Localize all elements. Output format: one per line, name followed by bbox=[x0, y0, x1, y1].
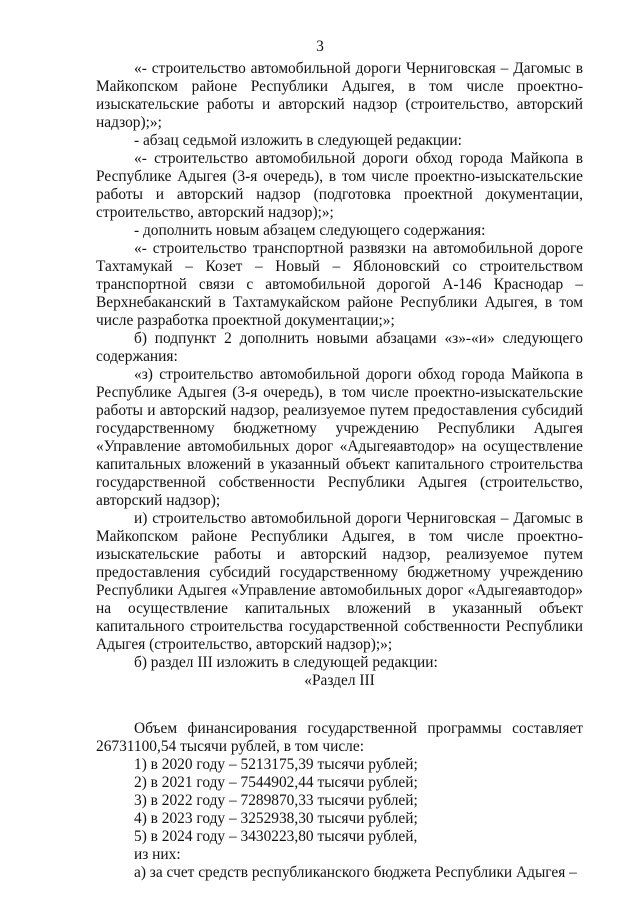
paragraph: «з) строительство автомобильной дороги обход города Майкопа в Республике Адыгея (3-я очередь), в том числе проектно-изыскательские работы и авторский надзор, реализуемое путем предоставления субсидий государственному бюджетному учреждению Республики Адыгея «Управление автомобильных дорог «Адыгеяавтодор» на осуществление капитальных вложений в указанный объект капитального строительства государственной собственности Республики Адыгея (строительство, авторский надзор); bbox=[96, 366, 583, 509]
paragraph: - дополнить новым абзацем следующего содержания: bbox=[134, 222, 486, 239]
funding-year-item: 3) в 2022 году – 7289870,33 тысячи рублей; bbox=[134, 792, 418, 809]
section-spacer bbox=[96, 690, 583, 720]
funding-intro: Объем финансирования государственной программы составляет 26731100,54 тысячи рублей, в том числе: bbox=[96, 720, 583, 755]
paragraph: а) за счет средств республиканского бюджета Республики Адыгея – bbox=[134, 864, 577, 881]
paragraph: и) строительство автомобильной дороги Черниговская – Дагомыс в Майкопском районе Республики Адыгея, в том числе проектно-изыскательские работы и авторский надзор, реализуемое путем предоставления субсидий государственному бюджетному учреждению Республики Адыгея «Управление автомобильных дорог «Адыгеяавтодор» на осуществление капитальных вложений в указанный объект капитального строительства государственной собственности Республики Адыгея (строительство, авторский надзор);»; bbox=[96, 510, 583, 653]
document-body bbox=[96, 60, 583, 882]
of-them-label: из них: bbox=[134, 846, 181, 863]
funding-year-item: 2) в 2021 году – 7544902,44 тысячи рублей; bbox=[134, 774, 418, 791]
funding-year-item: 4) в 2023 году – 3252938,30 тысячи рублей; bbox=[134, 810, 418, 827]
paragraph: «- строительство автомобильной дороги обход города Майкопа в Республике Адыгея (3-я очередь), в том числе проектно-изыскательские работы и авторский надзор (подготовка проектной документации, строительство, авторский надзор);»; bbox=[96, 150, 583, 221]
funding-year-item: 1) в 2020 году – 5213175,39 тысячи рублей; bbox=[134, 756, 418, 773]
funding-year-item: 5) в 2024 году – 3430223,80 тысячи рублей, bbox=[134, 828, 418, 845]
page-number: 3 bbox=[316, 38, 324, 55]
paragraph: б) подпункт 2 дополнить новыми абзацами «з»-«и» следующего содержания: bbox=[96, 330, 583, 365]
paragraph: «- строительство транспортной развязки на автомобильной дороге Тахтамукай – Козет – Новый – Яблоновский со строительством транспортной связи с автомобильной дорогой А-146 Краснодар – Верхнебаканский в Тахтамукайском районе Республики Адыгея, в том числе разработка проектной документации;»; bbox=[96, 240, 583, 329]
paragraph: «- строительство автомобильной дороги Черниговская – Дагомыс в Майкопском районе Республики Адыгея, в том числе проектно-изыскательские работы и авторский надзор (строительство, авторский надзор);»; bbox=[96, 60, 583, 131]
section-title: «Раздел III bbox=[304, 672, 375, 689]
paragraph: б) раздел III изложить в следующей редакции: bbox=[134, 654, 438, 671]
paragraph: - абзац седьмой изложить в следующей редакции: bbox=[134, 132, 462, 149]
